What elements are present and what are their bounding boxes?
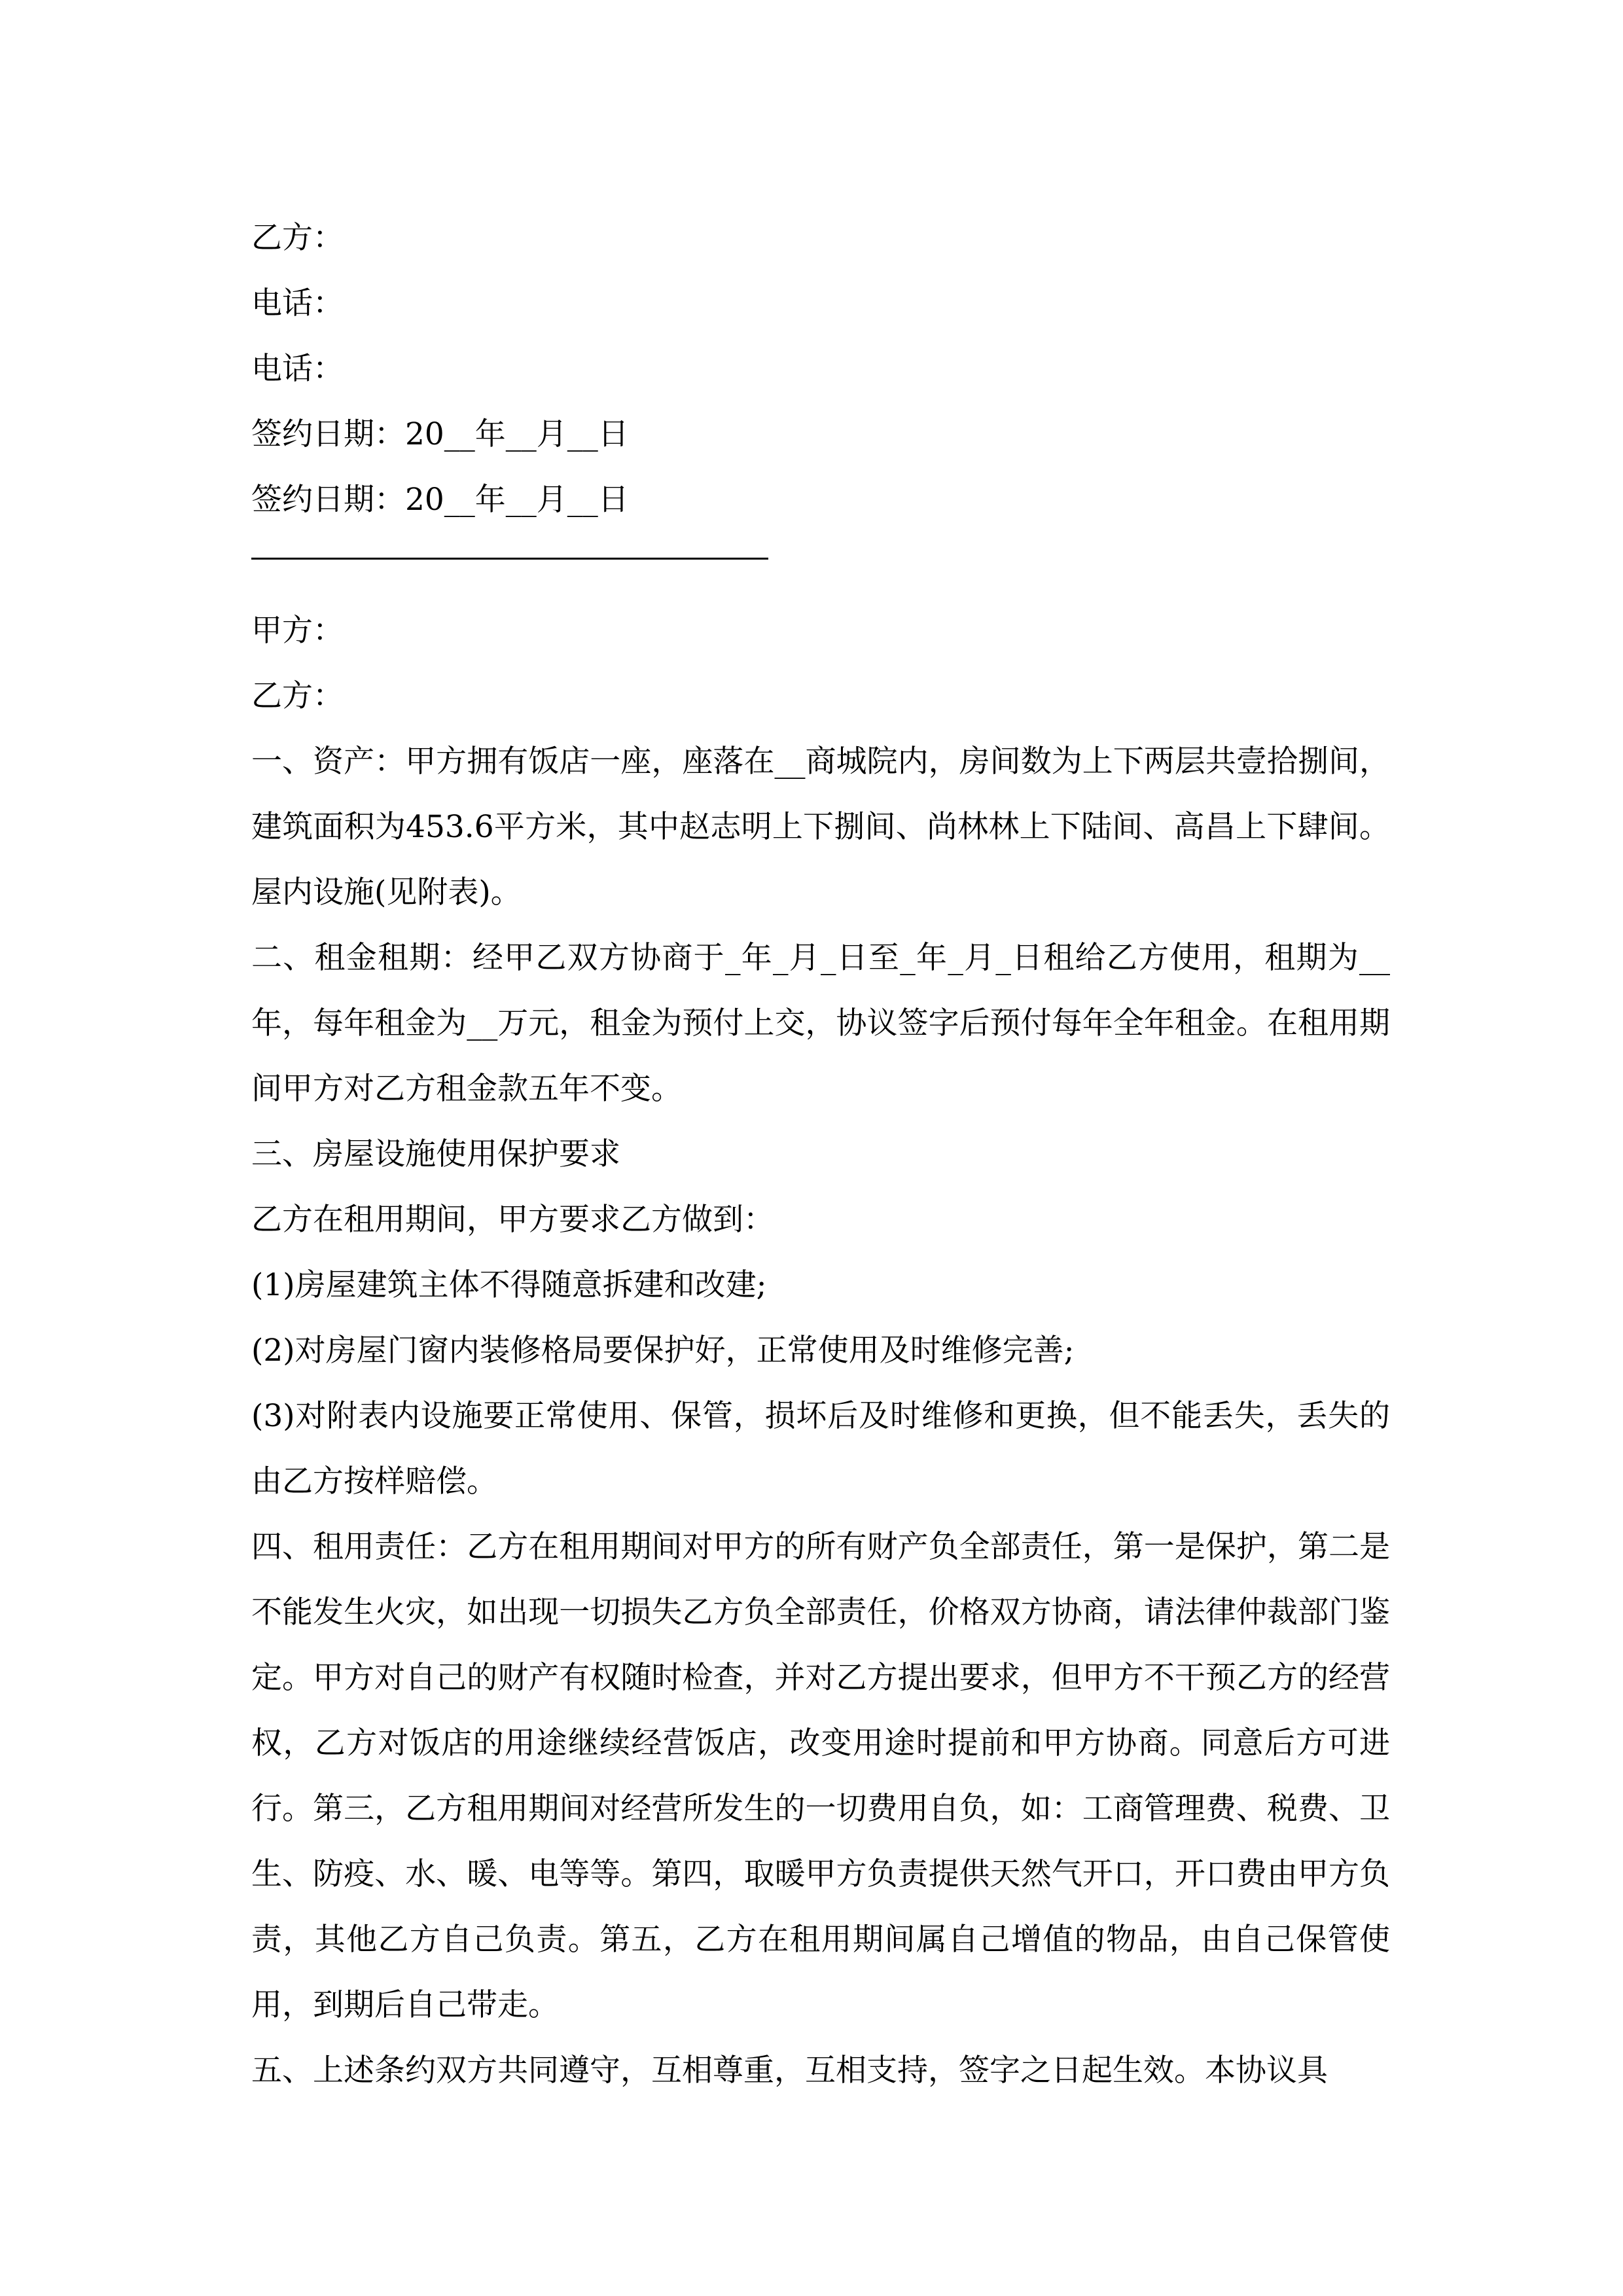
phone-label: 电话：: [251, 351, 344, 387]
clause-responsibility: 四、租用责任：乙方在租用期间对甲方的所有财产负全部责任，第一是保护，第二是不能发生火灾，如出现一切损失乙方负全部责任，价格双方协商，请法律仲裁部门鉴定。甲方对自己的财产有权随时检查，并对乙方提出要求，但甲方不干预乙方的经营权，乙方对饭店的用途继续经营饭店，改变用途时提前和甲方协商。同意后方可进行。第三，乙方租用期间对经营所发生的一切费用自负，如：工商管理费、税费、卫生、防疫、水、暖、电等等。第四，取暖甲方负责提供天然气开口，开口费由甲方负责，其他乙方自己负责。第五，乙方在租用期间属自己增值的物品，由自己保管使用，到期后自己带走。: [251, 1529, 1390, 2023]
clause-facility-intro: 乙方在租用期间，甲方要求乙方做到：: [251, 1202, 774, 1238]
clause-facility-item: (2)对房屋门窗内装修格局要保护好，正常使用及时维修完善;: [251, 1333, 1075, 1369]
sign-date-line: 签约日期：20__年__月__日: [251, 416, 629, 452]
party-a-label: 甲方：: [251, 613, 344, 649]
clause-assets: 一、资产：甲方拥有饭店一座，座落在__商城院内，房间数为上下两层共壹拾捌间，建筑面积为453.6平方米，其中赵志明上下捌间、尚林林上下陆间、高昌上下肆间。屋内设施(见附表)。: [251, 744, 1390, 910]
document-body: [251, 206, 1390, 2104]
divider-line: [251, 558, 768, 560]
clause-rent-term: 二、租金租期：经甲乙双方协商于_年_月_日至_年_月_日租给乙方使用，租期为__年，每年租金为__万元，租金为预付上交，协议签字后预付每年全年租金。在租用期间甲方对乙方租金款五年不变。: [251, 940, 1390, 1107]
clause-facility-title: 三、房屋设施使用保护要求: [251, 1136, 620, 1172]
clause-facility-item: (1)房屋建筑主体不得随意拆建和改建;: [251, 1267, 767, 1303]
party-b-label: 乙方：: [251, 678, 344, 714]
clause-mutual-compliance: 五、上述条约双方共同遵守，互相尊重，互相支持，签字之日起生效。本协议具: [251, 2053, 1328, 2089]
party-b-label: 乙方：: [251, 220, 344, 256]
clause-facility-item: (3)对附表内设施要正常使用、保管，损坏后及时维修和更换，但不能丢失，丢失的由乙方按样赔偿。: [251, 1398, 1390, 1499]
sign-date-line: 签约日期：20__年__月__日: [251, 482, 629, 518]
section-divider: [251, 533, 1390, 598]
phone-label: 电话：: [251, 285, 344, 321]
